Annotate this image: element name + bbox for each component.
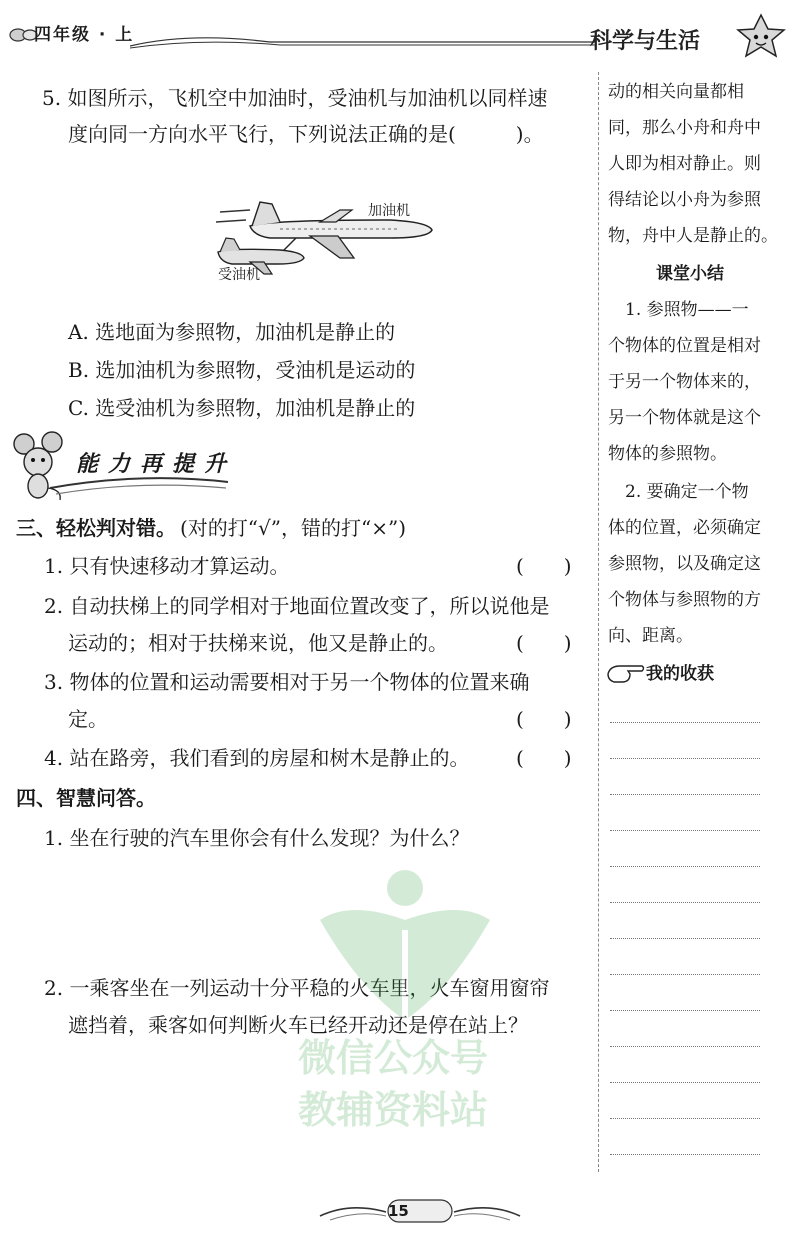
s3-item2-line2: 运动的；相对于扶梯来说，他又是静止的。 (68, 631, 448, 655)
summary-line-8: 参照物，以及确定这 (608, 554, 761, 574)
s3-item4: 4. 站在路旁，我们看到的房屋和树木是静止的。 (44, 746, 470, 770)
q5-text-line2: 度向同一方向水平飞行，下列说法正确的是( )。 (68, 122, 544, 146)
s3-item3-line1: 3. 物体的位置和运动需要相对于另一个物体的位置来确 (44, 670, 530, 694)
note-line[interactable] (610, 722, 760, 723)
s3-item3-answer-paren[interactable]: ( ) (516, 707, 572, 731)
refueling-figure (210, 192, 440, 288)
sprout-logo-icon (310, 860, 500, 1030)
column-divider (598, 72, 599, 1172)
sidebar-text-4: 得结论以小舟为参照 (608, 190, 761, 210)
s3-item3-line2: 定。 (68, 707, 108, 731)
s3-item2-line1: 2. 自动扶梯上的同学相对于地面位置改变了，所以说他是 (44, 594, 550, 618)
watermark-line1: 微信公众号 (298, 1036, 489, 1080)
note-line[interactable] (610, 830, 760, 831)
book-title: 科学与生活 (590, 29, 701, 54)
header-rule (130, 28, 595, 52)
note-line[interactable] (610, 866, 760, 867)
note-line[interactable] (610, 974, 760, 975)
page-number: 15 (388, 1202, 409, 1220)
pointing-hand-icon (606, 660, 646, 686)
note-line[interactable] (610, 1082, 760, 1083)
q5-text-line1: 5. 如图所示，飞机空中加油时，受油机与加油机以同样速 (42, 86, 548, 110)
note-line[interactable] (610, 1046, 760, 1047)
sidebar-text-1: 动的相关向量都相 (608, 82, 744, 102)
q5-option-a: A. 选地面为参照物，加油机是静止的 (68, 320, 396, 344)
sidebar-text-3: 人即为相对静止。则 (608, 154, 761, 174)
s4-q2-line1: 2. 一乘客坐在一列运动十分平稳的火车里，火车窗用窗帘 (44, 976, 550, 1000)
note-line[interactable] (610, 938, 760, 939)
q5-option-c: C. 选受油机为参照物，加油机是静止的 (68, 396, 416, 420)
s4-q2-line2: 遮挡着，乘客如何判断火车已经开动还是停在站上？ (68, 1013, 528, 1037)
watermark (290, 860, 520, 1140)
summary-line-9: 个物体与参照物的方 (608, 590, 761, 610)
summary-line-2: 个物体的位置是相对 (608, 336, 761, 356)
s3-item1: 1. 只有快速移动才算运动。 (44, 554, 290, 578)
summary-title: 课堂小结 (656, 264, 724, 284)
note-line[interactable] (610, 902, 760, 903)
s3-item2-answer-paren[interactable]: ( ) (516, 631, 572, 655)
watermark-line2: 教辅资料站 (298, 1088, 489, 1132)
q5-option-b: B. 选加油机为参照物，受油机是运动的 (68, 358, 416, 382)
star-mascot-icon (732, 12, 790, 60)
ability-banner (10, 430, 237, 506)
summary-line-3: 于另一个物体来的， (608, 372, 761, 392)
receiver-label: 受油机 (218, 267, 260, 283)
s3-item1-answer-paren[interactable]: ( ) (516, 554, 572, 578)
sidebar-text-2: 同，那么小舟和舟中 (608, 118, 761, 138)
note-line[interactable] (610, 1118, 760, 1119)
section3-title: 三、轻松判对错。 (16, 516, 176, 540)
harvest-title: 我的收获 (646, 664, 714, 684)
summary-line-4: 另一个物体就是这个 (608, 408, 761, 428)
summary-line-6: 2. 要确定一个物 (608, 482, 749, 502)
summary-line-10: 向、距离。 (608, 626, 693, 646)
summary-line-7: 体的位置，必须确定 (608, 518, 761, 538)
page-footer (0, 1190, 800, 1236)
banner-title: 能力再提升 (76, 451, 237, 477)
summary-line-1: 1. 参照物——一 (608, 300, 749, 320)
section3-instruction: (对的打“√”，错的打“×”) (180, 516, 407, 540)
tanker-label: 加油机 (368, 203, 410, 219)
section4-title: 四、智慧问答。 (16, 786, 156, 810)
s4-q1: 1. 坐在行驶的汽车里你会有什么发现？为什么？ (44, 826, 470, 850)
note-line[interactable] (610, 758, 760, 759)
sidebar-text-5: 物，舟中人是静止的。 (608, 226, 778, 246)
note-line[interactable] (610, 794, 760, 795)
summary-line-5: 物体的参照物。 (608, 444, 727, 464)
grade-label: 四年级 · 上 (34, 25, 135, 45)
note-line[interactable] (610, 1154, 760, 1155)
note-line[interactable] (610, 1010, 760, 1011)
page-header (0, 0, 800, 60)
s3-item4-answer-paren[interactable]: ( ) (516, 746, 572, 770)
